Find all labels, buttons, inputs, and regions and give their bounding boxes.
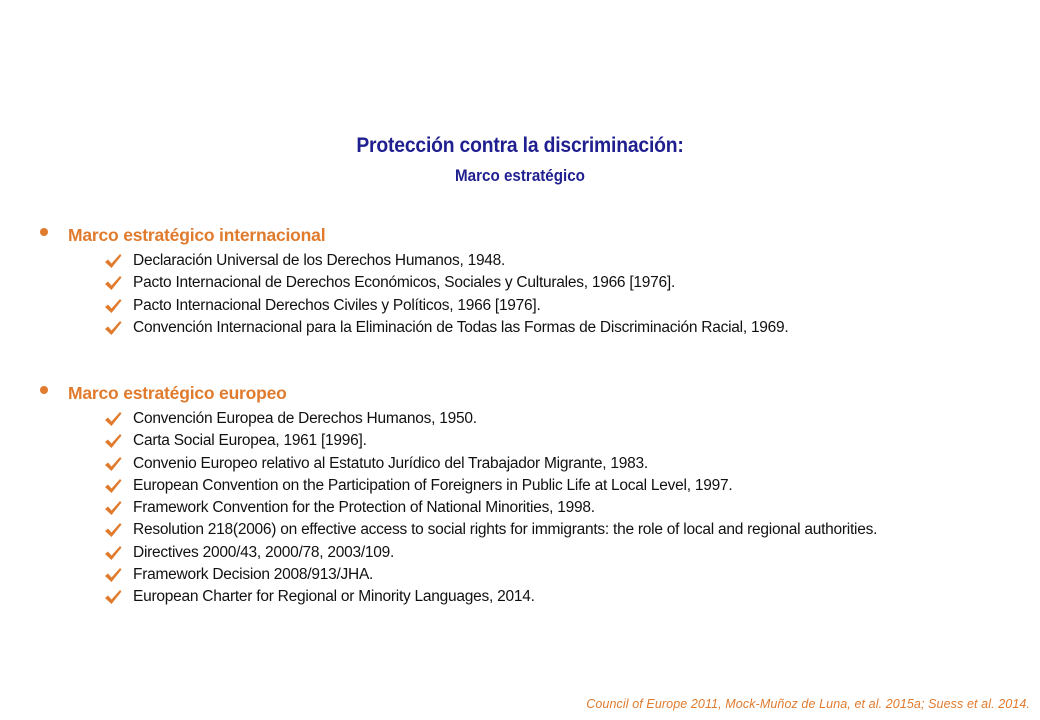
list-item-text: Convenio Europeo relativo al Estatuto Jurídico del Trabajador Migrante, 1983. xyxy=(133,454,648,472)
list-item-text: Framework Decision 2008/913/JHA. xyxy=(133,566,374,584)
section-title: Marco estratégico europeo xyxy=(68,382,287,403)
list-item xyxy=(40,317,995,339)
section-title: Marco estratégico internacional xyxy=(68,224,326,245)
list-item xyxy=(40,250,995,272)
checkmark-icon xyxy=(104,522,122,538)
checkmark-icon xyxy=(104,433,122,449)
list-item-text: Resolution 218(2006) on effective access to social rights for immigrants: the role of local and regional authorities. xyxy=(133,521,878,539)
list-item xyxy=(40,519,995,541)
list-item-text: Declaración Universal de los Derechos Humanos, 1948. xyxy=(133,252,506,269)
checkmark-icon xyxy=(104,500,122,516)
checkmark-icon xyxy=(104,456,122,472)
slide-subtitle: Marco estratégico xyxy=(455,167,585,185)
bullet-dot-icon xyxy=(40,228,48,236)
list-item-text: Pacto Internacional de Derechos Económicos, Sociales y Culturales, 1966 [1976]. xyxy=(133,274,676,292)
slide-title: Protección contra la discriminación: xyxy=(356,134,684,157)
list-item xyxy=(40,564,995,586)
item-list xyxy=(40,408,1000,609)
list-item-text: Framework Convention for the Protection of National Minorities, 1998. xyxy=(133,499,595,517)
checkmark-icon xyxy=(104,275,122,291)
list-item-text: Directives 2000/43, 2000/78, 2003/109. xyxy=(133,543,395,561)
list-item xyxy=(40,586,995,608)
item-list xyxy=(40,250,1000,339)
checkmark-icon xyxy=(104,253,122,269)
list-item-text: Convención Europea de Derechos Humanos, 1950. xyxy=(133,410,477,427)
list-item xyxy=(40,497,995,519)
section-european xyxy=(40,382,1000,609)
citation-footnote: Council of Europe 2011, Mock-Muñoz de Luna, et al. 2015a; Suess et al. 2014. xyxy=(586,697,1030,711)
checkmark-icon xyxy=(104,320,122,336)
list-item xyxy=(40,295,995,317)
list-item xyxy=(40,430,995,452)
checkmark-icon xyxy=(104,411,122,427)
list-item-text: Convención Internacional para la Eliminación de Todas las Formas de Discriminación Racial, 1969. xyxy=(133,318,789,336)
section-international xyxy=(40,224,1000,339)
list-item-text: Pacto Internacional Derechos Civiles y Políticos, 1966 [1976]. xyxy=(133,296,541,314)
checkmark-icon xyxy=(104,298,122,314)
section-header xyxy=(40,382,1000,404)
list-item xyxy=(40,453,995,475)
bullet-dot-icon xyxy=(40,386,48,394)
list-item-text: European Convention on the Participation of Foreigners in Public Life at Local Level, 1997. xyxy=(133,476,733,494)
checkmark-icon xyxy=(104,567,122,583)
list-item-text: European Charter for Regional or Minority Languages, 2014. xyxy=(133,588,535,606)
list-item xyxy=(40,272,995,294)
list-item xyxy=(40,542,995,564)
list-item-text: Carta Social Europea, 1961 [1996]. xyxy=(133,432,367,450)
list-item xyxy=(40,408,995,430)
checkmark-icon xyxy=(104,545,122,561)
section-header xyxy=(40,224,1000,246)
checkmark-icon xyxy=(104,478,122,494)
list-item xyxy=(40,475,995,497)
checkmark-icon xyxy=(104,589,122,605)
